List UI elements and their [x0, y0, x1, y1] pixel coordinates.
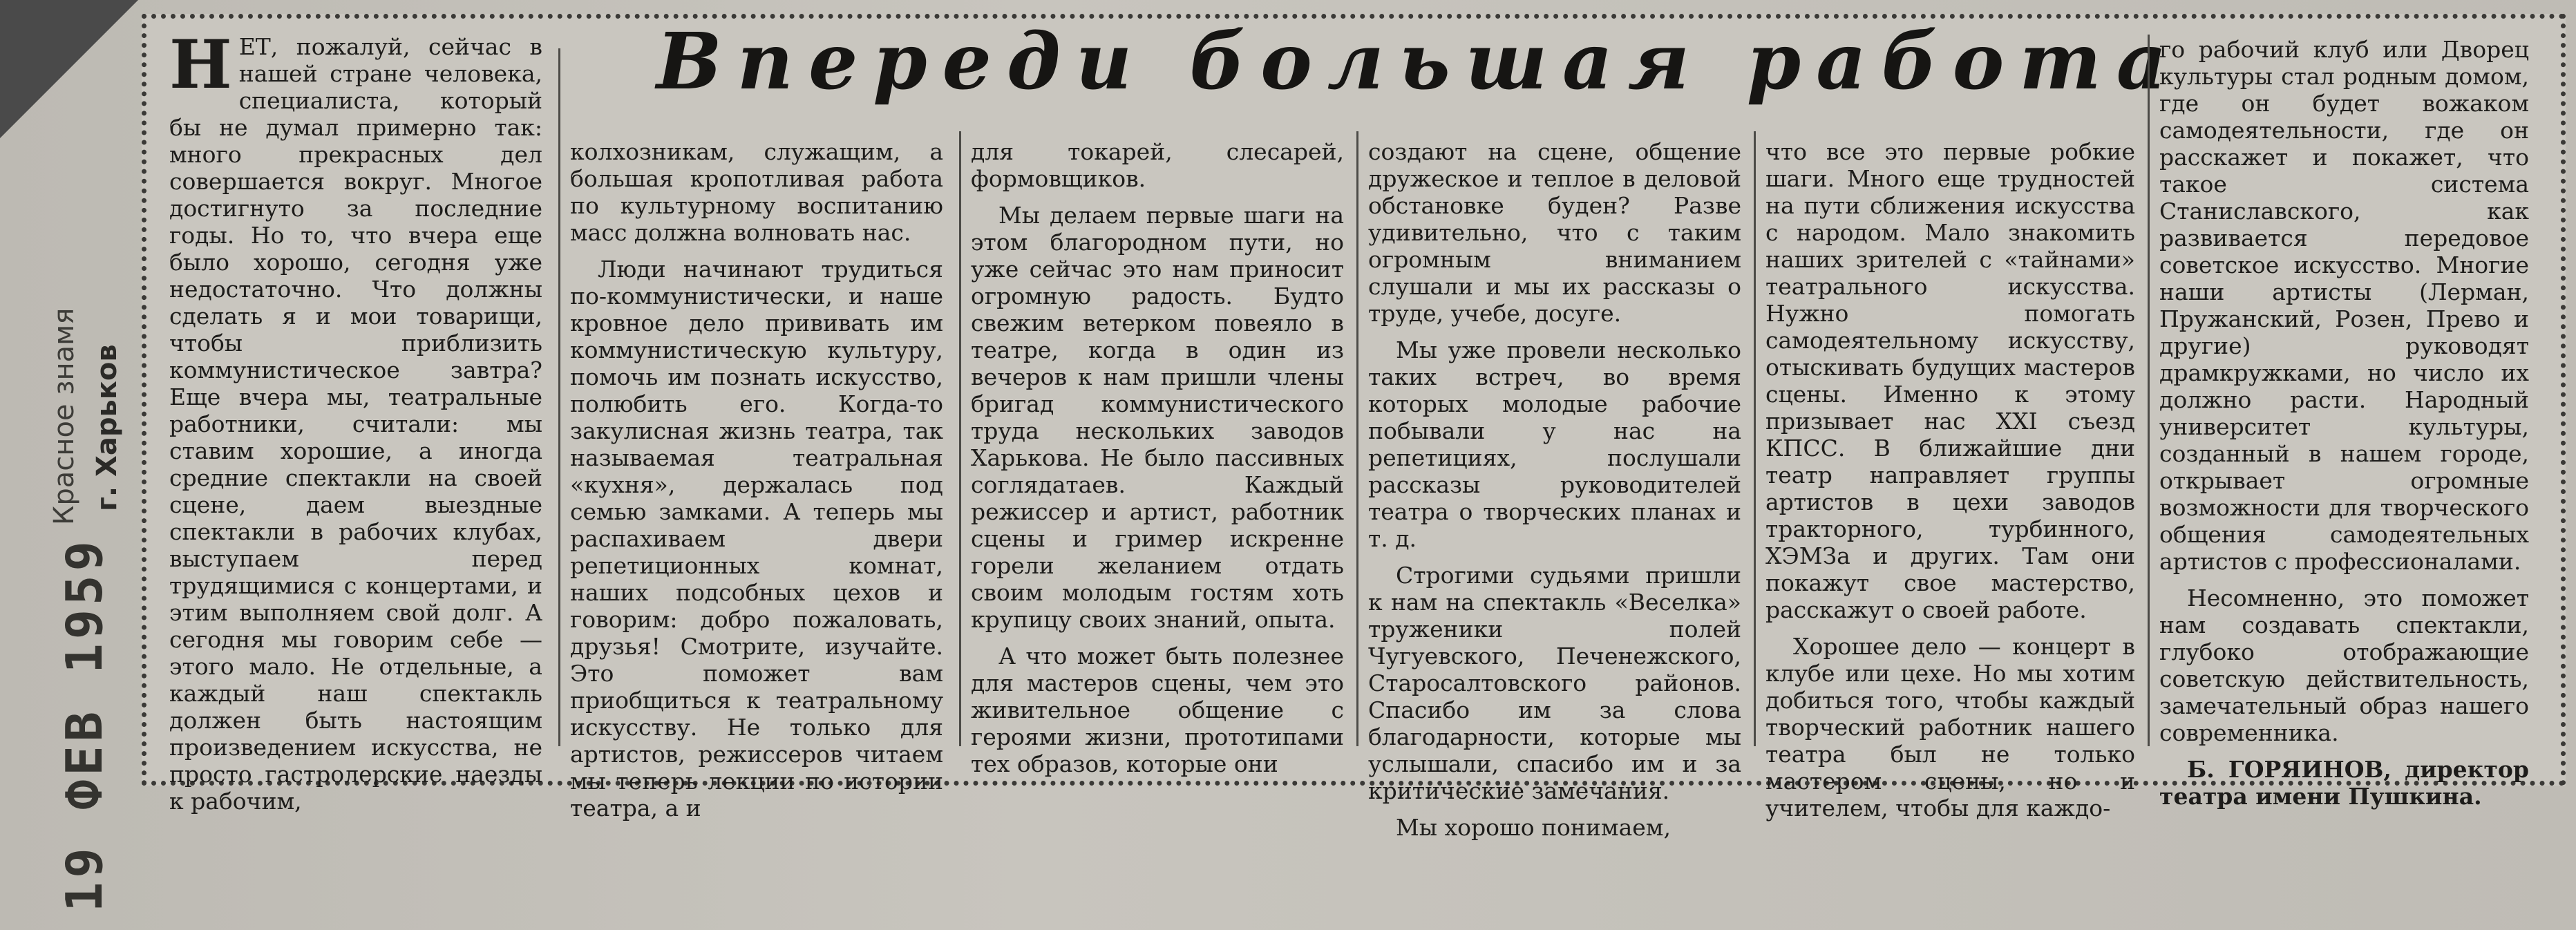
city-label: г. Харьков: [91, 344, 123, 511]
article-column-6: [2159, 36, 2529, 819]
column-rule: [2148, 35, 2150, 746]
paragraph: Мы делаем первые шаги на этом благородном пути, но уже сейчас это нам приносит огромную радость. Будто свежим ветерком повеяло в театре, когда в один из вечеров к нам пришли члены бригад коммунистического труда нескольких заводов Харькова. Не было пассивных соглядатаев. Каждый режиссер и артист, работник сцены и гример искренне горели желанием отдать своим молодым гостям хоть крупицу своих знаний, опыта.: [971, 202, 1344, 633]
drop-cap: Н: [169, 26, 232, 104]
paragraph: А что может быть полезнее для мастеров сцены, чем это живительное общение с героями жизни, прототипами тех образов, которые они: [971, 643, 1344, 777]
article-column-1: [169, 26, 542, 824]
paragraph: Несомненно, это поможет нам создавать спектакли, глубоко отображающие советскую действительность, замечательный образ нашего современника.: [2159, 585, 2529, 746]
paragraph: Люди начинают трудиться по-коммунистически, и наше кровное дело прививать им коммунистическую культуру, помочь им познать искусство, полюбить его. Когда-то закулисная жизнь театра, так называемая театральная «кухня», держалась под семью замками. А теперь мы распахиваем двери репетиционных комнат, наших подсобных цехов и говорим: добро пожаловать, друзья! Смотрите, изучайте. Это поможет вам приобщиться к театральному искусству. Не только для артистов, режиссеров читаем мы теперь лекции по истории театра, а и: [570, 256, 943, 822]
paragraph: Строгими судьями пришли к нам на спектакль «Веселка» труженики полей Чугуевского, Печенежского, Старосалтовского районов. Спасибо им за слова благодарности, которые мы услышали, спасибо им и за критические замечания.: [1368, 562, 1741, 804]
paragraph: колхозникам, служащим, а большая кропотливая работа по культурному воспитанию масс должна волновать нас.: [570, 138, 943, 246]
column-rule: [1356, 131, 1358, 746]
source-label: Красное знамя: [48, 307, 80, 525]
paragraph: что все это первые робкие шаги. Много еще трудностей на пути сближения искусства с народом. Мало знакомить наших зрителей с «тайнами» театрального искусства. Нужно помогать самодеятельному искусству, отыскивать будущих мастеров сцены. Именно к этому призывает нас XXI съезд КПСС. В ближайшие дни театр направляет группы артистов в цехи заводов тракторного, турбинного, ХЭМЗа и других. Там они покажут свое мастерство, расскажут о своей работе.: [1765, 138, 2135, 623]
paragraph: Хорошее дело — концерт в клубе или цехе. Но мы хотим добиться того, чтобы каждый творческий работник нашего театра был не только мастером сцены, но и учителем, чтобы для каждо-: [1765, 633, 2135, 822]
paragraph: [169, 26, 542, 815]
article-column-3: [971, 138, 1344, 787]
paragraph: создают на сцене, общение дружеское и теплое в деловой обстановке буден? Разве удивительно, что с таким огромным вниманием слушали и мы их рассказы о труде, учебе, досуге.: [1368, 138, 1741, 327]
paragraph: для токарей, слесарей, формовщиков.: [971, 138, 1344, 192]
article-column-5: [1765, 138, 2135, 831]
dark-corner: [0, 0, 138, 138]
author-name: Б. ГОРЯИНОВ,: [2187, 756, 2392, 783]
article-column-2: [570, 138, 943, 831]
author-role: директор театра имени Пушкина.: [2159, 756, 2529, 810]
column-rule: [1754, 131, 1756, 746]
paragraph: го рабочий клуб или Дворец культуры стал родным домом, где он будет вожаком самодеятельности, где он расскажет и покажет, что такое система Станиславского, как развивается передовое советское искусство. Многие наши артисты (Лерман, Пружанский, Розен, Прево и другие) руководят драмкружками, но число их должно расти. Народный университет культуры, созданный в нашем городе, открывает огромные возможности для творческого общения самодеятельных артистов с профессионалами.: [2159, 36, 2529, 575]
paragraph: Мы уже провели несколько таких встреч, во время которых молодые рабочие побывали у нас на репетициях, послушали рассказы руководителей театра о творческих планах и т. д.: [1368, 336, 1741, 552]
column-rule: [558, 48, 560, 746]
author-signature: [2159, 756, 2529, 810]
date-stamp: 19 ФЕВ 1959: [55, 537, 113, 912]
paragraph-text: ЕТ, пожалуй, сейчас в нашей стране человека, специалиста, который бы не думал примерно так: много прекрасных дел совершается вокруг. Многое достигнуто за последние годы. Но то, что вчера еще было хорошо, сегодня уже недостаточно. Что должны сделать я и мои товарищи, чтобы приблизить коммунистическое завтра? Еще вчера мы, театральные работники, считали: мы ставим хорошие, а иногда средние спектакли на своей сцене, даем выездные спектакли в рабочих клубах, выступаем перед трудящимися с концертами, и этим выполняем свой долг. А сегодня мы говорим себе — этого мало. Не отдельные, а каждый наш спектакль должен быть настоящим произведением искусства, не просто гастролерские наезды к рабочим,: [169, 33, 542, 815]
paragraph: Мы хорошо понимаем,: [1396, 814, 1671, 841]
article-title: Впереди большая работа: [656, 17, 2182, 107]
article-column-4: [1368, 138, 1741, 851]
column-rule: [959, 131, 961, 746]
